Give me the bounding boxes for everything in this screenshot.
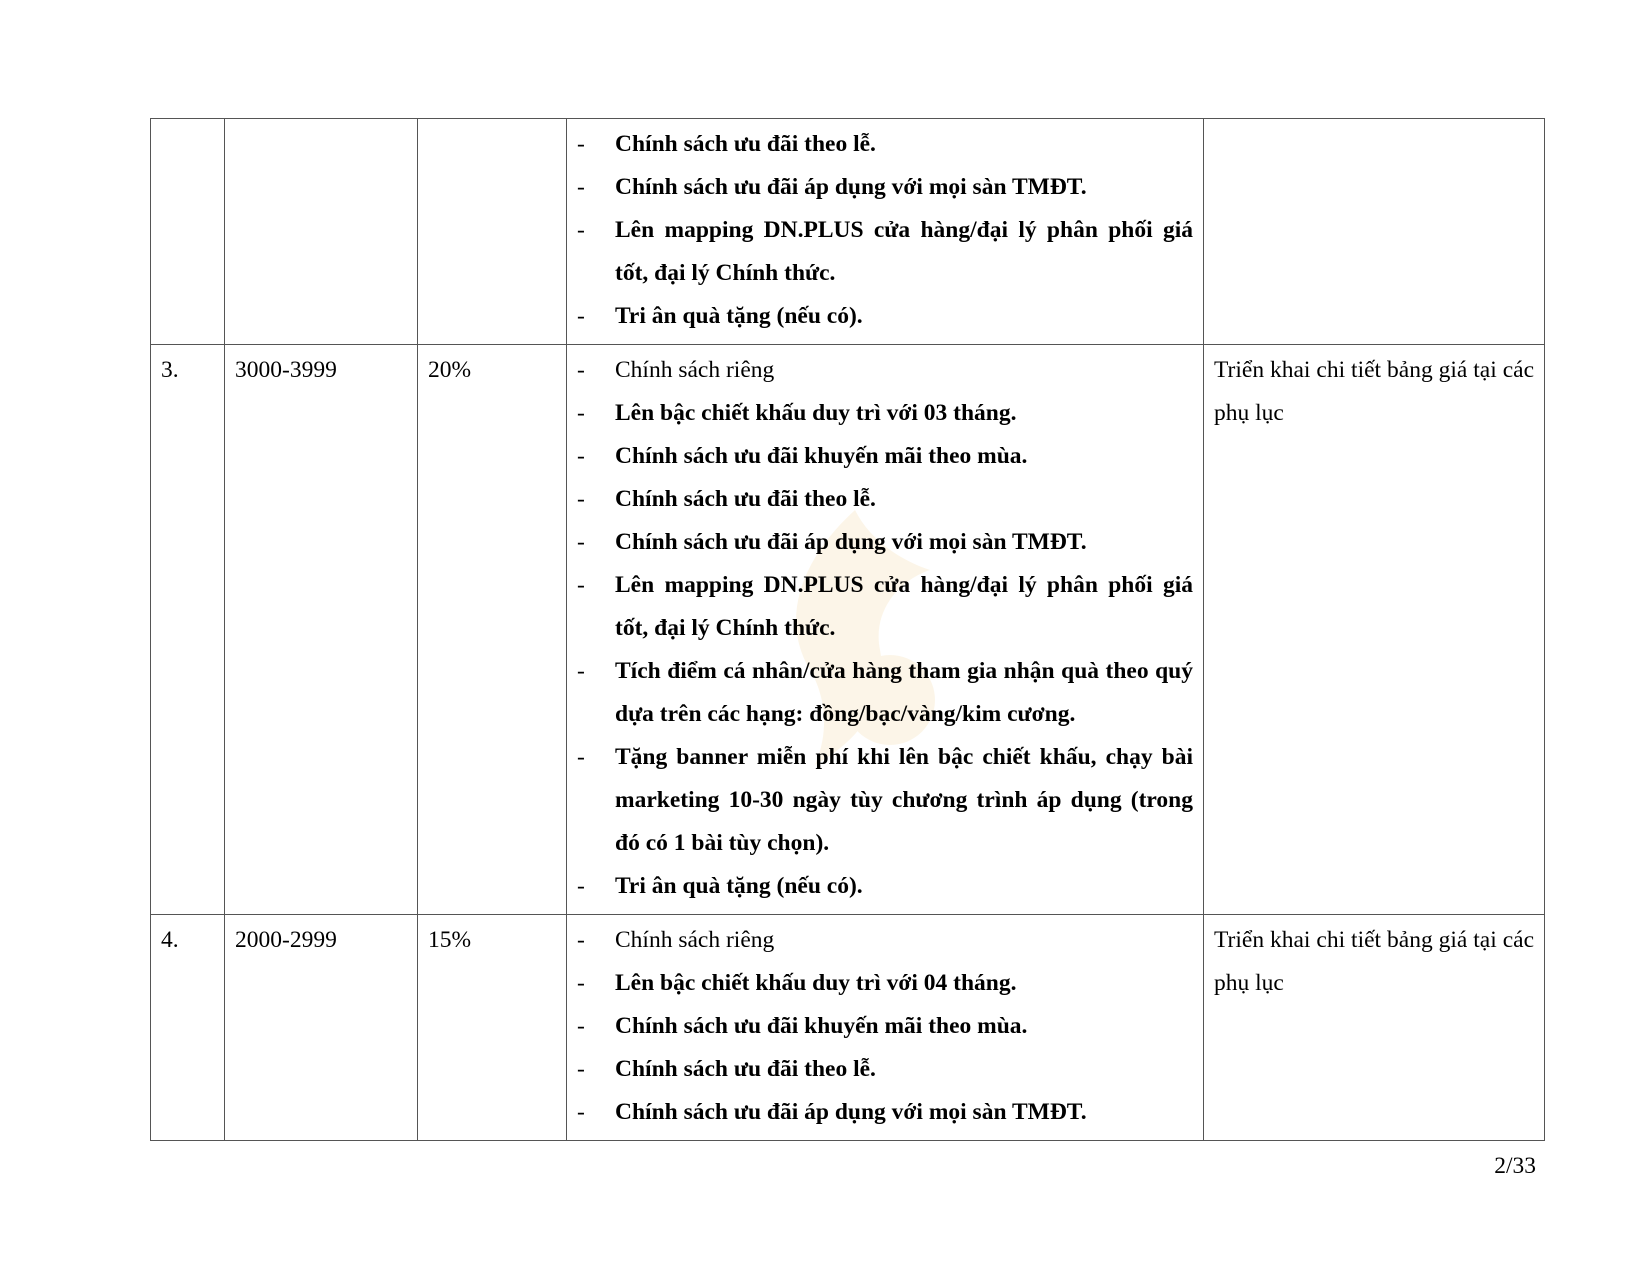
- range-cell: 2000-2999: [225, 915, 418, 1141]
- bullet-dash: -: [577, 744, 585, 770]
- list-item: - Lên mapping DN.PLUS cửa hàng/đại lý phân phối giá tốt, đại lý Chính thức.: [577, 209, 1193, 295]
- bullet-dash: -: [577, 1099, 585, 1125]
- range-cell: [225, 119, 418, 345]
- list-item: - Tri ân quà tặng (nếu có).: [577, 295, 1193, 338]
- table-row: [151, 119, 1545, 345]
- policy-cell: [567, 345, 1204, 915]
- bullet-dash: -: [577, 486, 585, 512]
- list-item: - Chính sách ưu đãi áp dụng với mọi sàn TMĐT.: [577, 1091, 1193, 1134]
- rate-cell: [418, 119, 567, 345]
- list-item: - Chính sách ưu đãi khuyến mãi theo mùa.: [577, 1005, 1193, 1048]
- bullet-dash: -: [577, 131, 585, 157]
- bullet-dash: -: [577, 970, 585, 996]
- list-item: - Tích điểm cá nhân/cửa hàng tham gia nhận quà theo quý dựa trên các hạng: đồng/bạc/vàng/kim cương.: [577, 650, 1193, 736]
- note-cell: Triển khai chi tiết bảng giá tại các phụ lục: [1204, 345, 1545, 915]
- stt-cell: [151, 119, 225, 345]
- bullet-dash: -: [577, 1056, 585, 1082]
- list-item: - Lên mapping DN.PLUS cửa hàng/đại lý phân phối giá tốt, đại lý Chính thức.: [577, 564, 1193, 650]
- bullet-dash: -: [577, 357, 585, 383]
- table-row: [151, 915, 1545, 1141]
- stt-cell: 4.: [151, 915, 225, 1141]
- bullet-dash: -: [577, 572, 585, 598]
- list-item: - Lên bậc chiết khấu duy trì với 03 tháng.: [577, 392, 1193, 435]
- list-item: - Chính sách ưu đãi áp dụng với mọi sàn TMĐT.: [577, 521, 1193, 564]
- list-item: - Chính sách ưu đãi theo lễ.: [577, 478, 1193, 521]
- list-item: - Chính sách ưu đãi áp dụng với mọi sàn TMĐT.: [577, 166, 1193, 209]
- bullet-dash: -: [577, 400, 585, 426]
- bullet-dash: -: [577, 1013, 585, 1039]
- bullet-dash: -: [577, 927, 585, 953]
- policy-list: [577, 123, 1193, 338]
- policy-cell: [567, 119, 1204, 345]
- note-cell: Triển khai chi tiết bảng giá tại các phụ lục: [1204, 915, 1545, 1141]
- stt-cell: 3.: [151, 345, 225, 915]
- bullet-dash: -: [577, 873, 585, 899]
- bullet-dash: -: [577, 303, 585, 329]
- bullet-dash: -: [577, 217, 585, 243]
- range-cell: 3000-3999: [225, 345, 418, 915]
- policy-list: [577, 919, 1193, 1134]
- table-row: [151, 345, 1545, 915]
- policy-table: [150, 118, 1545, 1141]
- list-item: - Lên bậc chiết khấu duy trì với 04 tháng.: [577, 962, 1193, 1005]
- list-item: - Tặng banner miễn phí khi lên bậc chiết khấu, chạy bài marketing 10-30 ngày tùy chương trình áp dụng (trong đó có 1 bài tùy chọn).: [577, 736, 1193, 865]
- list-item: - Tri ân quà tặng (nếu có).: [577, 865, 1193, 908]
- bullet-dash: -: [577, 443, 585, 469]
- bullet-dash: -: [577, 529, 585, 555]
- page-number: 2/33: [1494, 1153, 1536, 1179]
- rate-cell: 20%: [418, 345, 567, 915]
- policy-list: [577, 349, 1193, 908]
- rate-cell: 15%: [418, 915, 567, 1141]
- list-item: - Chính sách riêng: [577, 349, 1193, 392]
- note-cell: [1204, 119, 1545, 345]
- list-item: - Chính sách ưu đãi theo lễ.: [577, 123, 1193, 166]
- policy-cell: [567, 915, 1204, 1141]
- list-item: - Chính sách riêng: [577, 919, 1193, 962]
- list-item: - Chính sách ưu đãi khuyến mãi theo mùa.: [577, 435, 1193, 478]
- bullet-dash: -: [577, 658, 585, 684]
- bullet-dash: -: [577, 174, 585, 200]
- list-item: - Chính sách ưu đãi theo lễ.: [577, 1048, 1193, 1091]
